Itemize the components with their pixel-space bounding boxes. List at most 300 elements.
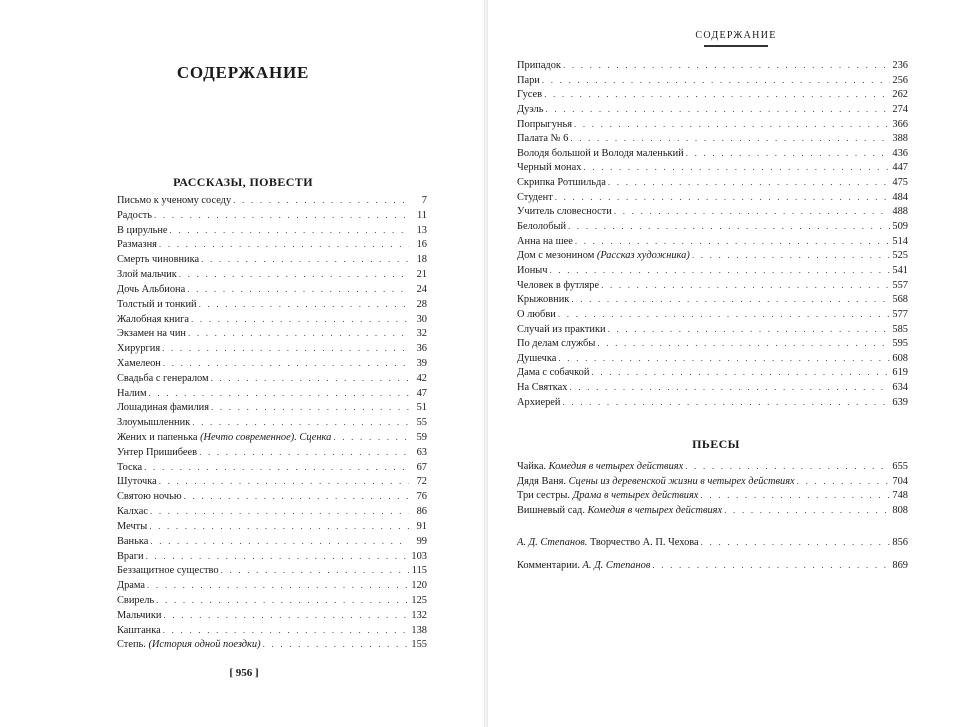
toc-dot-leader	[149, 519, 409, 534]
toc-dot-leader	[144, 460, 409, 475]
toc-entry-title	[117, 283, 185, 298]
toc-entry-page-number: 541	[892, 264, 908, 276]
toc-entry-main-title: Мечты	[117, 520, 148, 532]
toc-entry	[517, 336, 908, 351]
toc-list-stories-continued	[517, 58, 908, 409]
toc-dot-leader	[150, 504, 409, 519]
toc-dot-leader	[263, 637, 409, 652]
toc-entry	[117, 608, 427, 623]
toc-entry-page-number: 7	[421, 195, 427, 206]
toc-entry-page-number: 484	[892, 191, 908, 203]
toc-list-plays	[517, 459, 908, 517]
toc-entry-main-title: Свирель	[117, 594, 155, 606]
toc-entry-page-number: 655	[892, 461, 908, 472]
toc-entry-page-number: 138	[411, 624, 427, 636]
toc-dot-leader	[700, 488, 890, 503]
toc-entry	[117, 430, 427, 445]
toc-entry-page-number: 99	[416, 535, 427, 547]
toc-entry	[117, 415, 427, 430]
toc-entry-title	[117, 416, 190, 431]
toc-entry-title	[117, 624, 161, 639]
toc-entry-page-number: 72	[416, 476, 427, 488]
toc-entry-page-number: 30	[416, 313, 427, 325]
section-title-stories: РАССКАЗЫ, ПОВЕСТИ	[173, 175, 313, 189]
toc-dot-leader	[701, 531, 890, 554]
toc-dot-leader	[568, 219, 890, 234]
toc-entry-subtitle: Сцены из деревенской жизни в четырех действиях	[568, 475, 795, 487]
toc-dot-leader	[558, 307, 890, 322]
toc-entry-page-number: 256	[892, 74, 908, 86]
toc-entry	[117, 578, 427, 593]
toc-entry-title	[117, 431, 331, 446]
toc-entry-page-number: 39	[416, 357, 427, 369]
toc-entry-page-number: 274	[892, 103, 908, 115]
toc-entry	[117, 549, 427, 564]
toc-entry-main-title: Радость	[117, 209, 153, 221]
toc-entry-title	[117, 313, 189, 328]
toc-entry-main-title: Припадок	[517, 60, 561, 71]
toc-entry	[517, 146, 908, 161]
toc-entry-page-number: 608	[892, 352, 908, 364]
toc-entry	[117, 297, 427, 312]
toc-dot-leader	[333, 430, 409, 445]
toc-entry	[517, 73, 908, 88]
toc-dot-leader	[724, 503, 890, 518]
toc-entry	[117, 282, 427, 297]
page-title: СОДЕРЖАНИЕ	[176, 63, 310, 82]
toc-entry	[117, 504, 427, 519]
toc-entry-page-number: 59	[416, 432, 427, 443]
toc-entry-title	[517, 176, 606, 191]
toc-entry-main-title: Случай из практики	[517, 323, 606, 335]
toc-entry-title	[117, 564, 219, 579]
toc-entry-page-number: 577	[892, 308, 908, 320]
toc-entry	[517, 131, 908, 146]
toc-entry-page-number: 21	[416, 269, 427, 281]
toc-entry-title	[117, 298, 197, 313]
toc-entry-main-title: Степь.	[117, 639, 149, 651]
toc-dot-leader	[179, 267, 409, 282]
toc-entry-title	[117, 238, 157, 253]
toc-entry-title	[517, 337, 595, 352]
toc-entry-main-title: Шуточка	[117, 476, 157, 488]
toc-dot-leader	[614, 204, 890, 219]
toc-entry-main-title: Святою ночью	[117, 491, 182, 503]
toc-entry-title	[117, 535, 148, 550]
toc-entry-title	[117, 446, 197, 461]
toc-entry	[517, 307, 908, 322]
toc-entry-page-number: 514	[892, 235, 908, 247]
toc-entry-main-title: Письмо к ученому соседу	[117, 195, 232, 206]
toc-dot-leader	[170, 223, 409, 238]
toc-entry-main-title: Комментарии.	[517, 559, 583, 571]
toc-list-stories	[117, 193, 427, 652]
toc-entry-title	[517, 74, 540, 89]
toc-entry-title	[517, 59, 561, 74]
toc-entry-title	[517, 191, 553, 206]
toc-entry-title	[117, 253, 199, 268]
toc-entry-main-title: Гусев	[517, 89, 543, 101]
toc-entry-title	[517, 396, 560, 411]
toc-entry-title	[517, 147, 684, 162]
toc-entry-page-number: 509	[892, 221, 908, 233]
toc-entry-title	[117, 550, 144, 565]
toc-entry-page-number: 120	[411, 580, 427, 592]
toc-entry-page-number: 125	[411, 594, 427, 606]
toc-entry-author: А. Д. Степанов.	[517, 537, 588, 548]
toc-dot-leader	[685, 459, 890, 474]
toc-entry-main-title: Хирургия	[117, 343, 161, 355]
toc-entry-page-number: 132	[411, 609, 427, 621]
toc-entry-title	[117, 342, 160, 357]
toc-entry-title	[517, 475, 795, 490]
toc-entry-page-number: 24	[416, 283, 427, 295]
toc-entry-main-title: Враги	[117, 550, 144, 562]
toc-entry-page-number: 103	[411, 550, 427, 562]
toc-entry-main-title: Белолобый	[517, 221, 567, 233]
toc-entry-page-number: 76	[416, 491, 427, 503]
toc-entry-subtitle: (Нечто современное). Сценка	[200, 432, 332, 443]
toc-entry-main-title: Беззащитное существо	[117, 565, 219, 577]
toc-entry-main-title: Студент	[517, 191, 553, 203]
toc-dot-leader	[192, 415, 409, 430]
running-head-rule	[704, 45, 768, 47]
toc-entry-title	[517, 235, 573, 250]
toc-entry-main-title: Налим	[117, 387, 147, 399]
toc-dot-leader	[211, 400, 409, 415]
toc-entry	[517, 531, 908, 554]
toc-entry-title	[117, 268, 177, 283]
toc-entry-main-title: Пари	[517, 74, 540, 86]
toc-entry-main-title: Размазня	[117, 239, 157, 251]
toc-entry-page-number: 595	[892, 338, 908, 350]
toc-entry-title	[117, 594, 154, 609]
toc-entry-page-number: 262	[892, 89, 908, 101]
toc-entry	[117, 637, 427, 652]
toc-entry	[117, 519, 427, 534]
toc-dot-leader	[187, 282, 409, 297]
toc-entry	[517, 351, 908, 366]
toc-dot-leader	[163, 608, 409, 623]
toc-entry	[117, 623, 427, 638]
toc-entry-main-title: О любви	[517, 308, 556, 320]
toc-entry	[517, 263, 908, 278]
toc-entry	[517, 488, 908, 503]
toc-entry-main-title: Чайка.	[517, 461, 549, 472]
toc-entry	[517, 58, 908, 73]
toc-dot-leader	[692, 248, 890, 263]
toc-entry	[517, 503, 908, 518]
toc-entry-main-title: На Святках	[517, 382, 568, 394]
toc-entry-main-title: По делам службы	[517, 338, 596, 350]
toc-entry-page-number: 869	[892, 559, 908, 571]
toc-dot-leader	[542, 73, 890, 88]
toc-entry-page-number: 47	[416, 387, 427, 399]
running-head: СОДЕРЖАНИЕ	[695, 30, 777, 41]
toc-dot-leader	[159, 237, 409, 252]
toc-dot-leader	[555, 190, 890, 205]
toc-entry-main-title: Крыжовник	[517, 294, 570, 306]
left-page	[0, 0, 484, 727]
toc-entry-title	[517, 264, 547, 279]
toc-entry-title	[117, 490, 182, 505]
toc-dot-leader	[575, 234, 890, 249]
toc-dot-leader	[571, 292, 890, 307]
toc-dot-leader	[163, 623, 409, 638]
toc-entry-title	[517, 323, 606, 338]
toc-entry	[517, 87, 908, 102]
toc-entry-page-number: 32	[416, 328, 427, 340]
toc-entry-main-title: Дочь Альбиона	[117, 283, 186, 295]
toc-entry	[517, 380, 908, 395]
toc-entry-page-number: 16	[416, 239, 427, 251]
toc-entry-main-title: Человек в футляре	[517, 279, 600, 291]
toc-entry-main-title: Каштанка	[117, 624, 161, 636]
toc-entry-main-title: Жалобная книга	[117, 313, 190, 325]
toc-entry-title	[117, 224, 168, 239]
toc-entry-page-number: 704	[892, 475, 908, 487]
toc-entry-subtitle: (Рассказ художника)	[596, 250, 690, 262]
toc-dot-leader	[652, 554, 890, 577]
toc-entry	[117, 386, 427, 401]
toc-entry-main-title: Архиерей	[517, 396, 561, 408]
toc-entry	[517, 365, 908, 380]
toc-entry	[517, 395, 908, 410]
right-page	[488, 0, 970, 727]
toc-dot-leader	[191, 312, 409, 327]
toc-dot-leader	[574, 117, 890, 132]
toc-dot-leader	[188, 326, 409, 341]
toc-entry	[117, 460, 427, 475]
toc-entry-page-number: 366	[892, 118, 908, 130]
toc-entry-main-title: Творчество А. П. Чехова	[587, 537, 699, 548]
toc-entry-page-number: 475	[892, 177, 908, 189]
toc-entry-subtitle: Драма в четырех действиях	[572, 490, 699, 501]
toc-entry-main-title: Мальчики	[117, 609, 162, 621]
toc-entry-page-number: 488	[892, 206, 908, 218]
toc-entry-page-number: 447	[892, 162, 908, 174]
toc-entry-title	[517, 504, 722, 519]
toc-entry-title	[517, 132, 568, 147]
toc-entry-title	[517, 460, 683, 475]
toc-dot-leader	[147, 578, 409, 593]
toc-dot-leader	[233, 193, 409, 208]
toc-entry-title	[117, 475, 157, 490]
toc-entry	[517, 219, 908, 234]
toc-dot-leader	[608, 175, 890, 190]
toc-dot-leader	[211, 371, 409, 386]
toc-entry-main-title: Злой мальчик	[117, 269, 177, 281]
toc-entry	[117, 593, 427, 608]
toc-entry-title	[517, 293, 569, 308]
toc-entry-main-title: Толстый и тонкий	[117, 298, 197, 310]
toc-entry	[117, 445, 427, 460]
toc-entry	[517, 292, 908, 307]
toc-entry	[117, 267, 427, 282]
toc-entry-page-number: 639	[892, 396, 908, 408]
toc-entry-main-title: Смерть чиновника	[117, 254, 200, 266]
toc-entry-main-title: Дядя Ваня.	[517, 475, 569, 487]
toc-dot-leader	[545, 102, 890, 117]
toc-entry-title	[117, 638, 261, 653]
toc-entry	[117, 208, 427, 223]
toc-entry-main-title: Палата № 6	[517, 133, 569, 145]
toc-entry-main-title: Володя большой и Володя маленький	[517, 147, 684, 159]
toc-dot-leader	[199, 297, 409, 312]
toc-entry-page-number: 155	[411, 639, 427, 651]
toc-entry	[517, 175, 908, 190]
toc-entry-main-title: Учитель словесности	[517, 206, 612, 218]
toc-dot-leader	[570, 131, 890, 146]
toc-entry-main-title: Унтер Пришибеев	[117, 446, 198, 458]
toc-entry-title	[117, 520, 147, 535]
toc-entry-main-title: Попрыгунья	[517, 118, 572, 130]
toc-entry-main-title: Три сестры.	[517, 490, 573, 501]
toc-entry	[517, 160, 908, 175]
toc-entry-subtitle: (История одной поездки)	[148, 639, 261, 651]
toc-entry-title	[117, 209, 152, 224]
toc-entry-main-title: Дама с собачкой	[517, 367, 590, 379]
toc-entry	[117, 326, 427, 341]
toc-entry-title	[517, 161, 581, 176]
toc-entry-main-title: Экзамен на чин	[117, 328, 186, 340]
toc-dot-leader	[149, 386, 409, 401]
page-number: [ 956 ]	[229, 667, 259, 679]
toc-dot-leader	[597, 336, 890, 351]
toc-dot-leader	[601, 278, 890, 293]
toc-entry-title	[117, 401, 209, 416]
toc-dot-leader	[797, 474, 890, 489]
toc-entry-title	[517, 205, 612, 220]
toc-entry-title	[517, 308, 556, 323]
toc-entry-title	[117, 387, 147, 402]
toc-entry	[517, 554, 908, 577]
toc-entry-page-number: 36	[416, 343, 427, 355]
toc-entry	[117, 223, 427, 238]
toc-entry-title	[517, 88, 542, 103]
toc-dot-leader	[569, 380, 890, 395]
toc-dot-leader	[583, 160, 890, 175]
toc-entry	[117, 237, 427, 252]
toc-dot-leader	[221, 563, 409, 578]
toc-entry-page-number: 619	[892, 367, 908, 379]
toc-entry	[117, 371, 427, 386]
toc-entry-title	[117, 579, 145, 594]
toc-entry-title	[517, 103, 543, 118]
toc-entry-title	[517, 381, 567, 396]
toc-entry-page-number: 86	[416, 506, 427, 518]
toc-entry-page-number: 91	[416, 520, 427, 532]
toc-entry-main-title: Лошадиная фамилия	[117, 402, 209, 414]
toc-entry-main-title: Душечка	[517, 352, 557, 364]
toc-entry-title	[117, 461, 142, 476]
toc-entry-title	[517, 220, 566, 235]
toc-dot-leader	[162, 341, 409, 356]
toc-entry-title	[517, 249, 690, 264]
toc-entry-page-number: 557	[892, 279, 908, 291]
toc-entry-title	[117, 505, 148, 520]
toc-dot-leader	[163, 356, 409, 371]
toc-entry	[117, 400, 427, 415]
toc-entry-main-title: Дом с мезонином	[517, 250, 597, 262]
toc-entry-main-title: Калхас	[117, 506, 148, 518]
toc-entry-page-number: 568	[892, 294, 908, 306]
toc-entry-title	[517, 555, 650, 578]
toc-entry-page-number: 42	[416, 372, 427, 384]
toc-entry-main-title: Ионыч	[517, 264, 548, 276]
toc-entry-page-number: 18	[416, 254, 427, 266]
toc-entry	[117, 252, 427, 267]
toc-entry-page-number: 13	[416, 224, 427, 236]
toc-entry-page-number: 525	[892, 250, 908, 262]
toc-dot-leader	[150, 534, 409, 549]
toc-entry-page-number: 236	[892, 60, 908, 71]
toc-entry-main-title: Ванька	[117, 535, 149, 547]
toc-dot-leader	[544, 87, 890, 102]
toc-entry-main-title: Вишневый сад.	[517, 504, 588, 516]
toc-entry-main-title: Драма	[117, 580, 146, 592]
toc-dot-leader	[199, 445, 409, 460]
toc-entry-main-title: В цирульне	[117, 224, 168, 236]
toc-entry-page-number: 55	[416, 417, 427, 429]
toc-entry-title	[117, 372, 209, 387]
toc-entry-title	[517, 352, 556, 367]
toc-entry-main-title: Черный монах	[517, 162, 582, 174]
toc-list-appendix	[517, 531, 908, 576]
toc-entry	[517, 234, 908, 249]
toc-dot-leader	[563, 58, 890, 73]
toc-entry	[517, 474, 908, 489]
toc-entry-page-number: 28	[416, 298, 427, 310]
toc-entry	[517, 459, 908, 474]
toc-entry	[117, 563, 427, 578]
toc-dot-leader	[608, 322, 890, 337]
toc-entry-title	[117, 357, 161, 372]
toc-entry-page-number: 634	[892, 382, 908, 394]
toc-entry	[517, 204, 908, 219]
toc-entry	[117, 356, 427, 371]
toc-dot-leader	[159, 474, 409, 489]
toc-entry-page-number: 67	[416, 461, 427, 473]
toc-entry-title	[117, 609, 161, 624]
toc-entry-page-number: 585	[892, 323, 908, 335]
toc-entry-title	[117, 194, 231, 209]
toc-dot-leader	[146, 549, 409, 564]
toc-entry	[117, 474, 427, 489]
toc-entry-main-title: Хамелеон	[117, 357, 161, 369]
toc-dot-leader	[201, 252, 409, 267]
toc-entry-page-number: 748	[892, 490, 908, 501]
toc-entry-main-title: Дуэль	[517, 103, 544, 115]
toc-entry-main-title: Жених и папенька	[117, 432, 201, 443]
toc-entry-subtitle: Комедия в четырех действиях	[587, 504, 723, 516]
toc-dot-leader	[184, 489, 409, 504]
toc-entry	[517, 117, 908, 132]
toc-entry	[517, 322, 908, 337]
toc-entry-page-number: 115	[411, 565, 427, 577]
toc-entry	[517, 102, 908, 117]
toc-entry-subtitle: Комедия в четырех действиях	[548, 461, 684, 472]
toc-entry-page-number: 11	[416, 209, 427, 221]
toc-entry-title	[517, 532, 699, 555]
toc-entry-main-title: Скрипка Ротшильда	[517, 177, 606, 189]
toc-entry	[517, 248, 908, 263]
toc-entry-main-title: Анна на шее	[517, 235, 573, 247]
toc-entry-page-number: 388	[892, 133, 908, 145]
toc-entry-title	[517, 279, 599, 294]
toc-entry-title	[517, 489, 698, 504]
toc-entry-main-title: Свадьба с генералом	[117, 372, 209, 384]
